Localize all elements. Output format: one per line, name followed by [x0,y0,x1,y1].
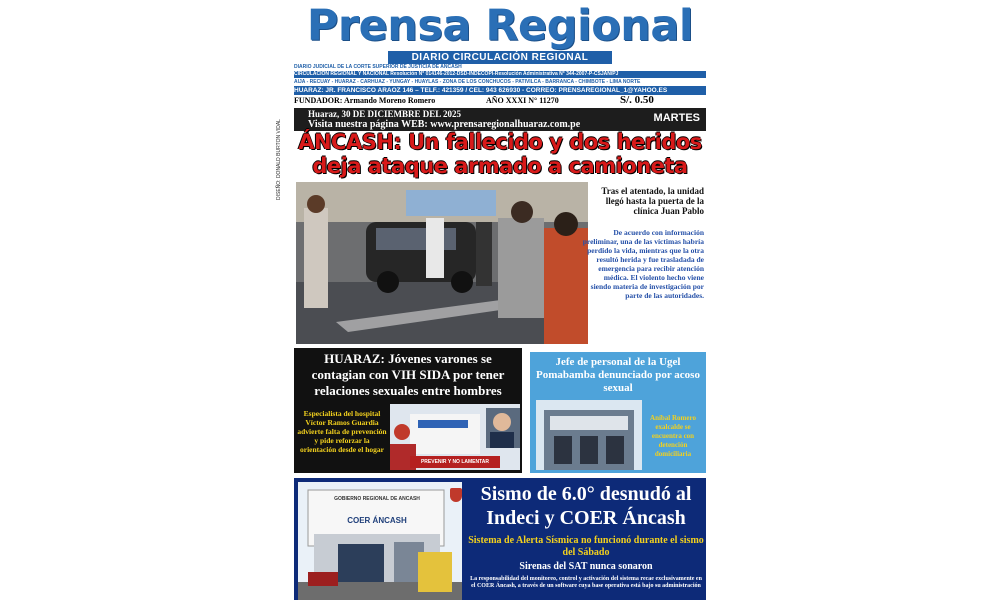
masthead-subtitle: DIARIO CIRCULACIÓN REGIONAL [388,51,612,64]
price: S/. 0.50 [620,94,654,106]
sismo-story-sub2: Sirenas del SAT nunca sonaron [519,561,653,572]
main-headline [294,130,706,178]
founder: FUNDADOR: Armando Moreno Romero [294,96,436,105]
ugel-story-photo [536,400,642,470]
sismo-story-photo [298,482,462,600]
sismo-story-sub: Sistema de Alerta Sísmica no funcionó durante el sismo del Sábado [468,535,704,558]
ugel-story-box [530,352,706,473]
main-headline-line-2: deja ataque armado a camioneta [312,154,688,178]
masthead-contact-line: HUARAZ: JR. FRANCISCO ARAOZ 146 – TELF.: 421359 / CEL: 943 626930 - CORREO: PRENSAREGIONAL_1@YAHOO.ES [294,86,706,95]
founder-row [294,96,706,107]
ugel-story-sub: Aníbal Romero exalcalde se encuentra con detención domiciliaria [650,414,696,458]
website-link[interactable]: Visita nuestra página WEB: www.prensaregionalhuaraz.com.pe [308,119,581,130]
masthead-line-1: DIARIO JUDICIAL DE LA CORTE SUPERIOR DE JUSTICIA DE ANCASH [294,64,462,70]
sismo-story-box [294,478,706,600]
weekday: MARTES [653,112,700,124]
masthead-line-2: CIRCULACIÓN REGIONAL Y NACIONAL Resolución N° 014146-2012-DSD-INDECOPI-Resolución Administrativa N° 344-2007-P-CSJAN/PJ [294,71,706,78]
main-story-photo [296,182,588,344]
vih-story-box [294,348,522,473]
vih-story-title: HUARAZ: Jóvenes varones se contagian con VIH SIDA por tener relaciones sexuales entre hombres [311,351,505,398]
sismo-story-body: La responsabilidad del monitoreo, control y activación del sistema recae exclusivamente en el COER Áncash, a través de un software cuya base operativa está bajo su administración [470,576,702,589]
main-headline-line-1: ÁNCASH: Un fallecido y dos heridos [298,130,702,154]
design-credit: DISEÑO: DONALD BURTON VIDAL [276,119,282,200]
main-story-side-text [582,186,704,300]
issue-date: Huaraz, 30 DE DICIEMBRE DEL 2025 [308,109,462,119]
coat-of-arms-icon [450,488,462,502]
date-bar [294,108,706,131]
sismo-story-title: Sismo de 6.0° desnudó al Indeci y COER Áncash [480,483,692,529]
ugel-story-title: Jefe de personal de la Ugel Pomabamba denunciado por acoso sexual [536,356,700,394]
sign-line-2: COER ÁNCASH [347,516,407,525]
masthead-line-3: AIJA - RECUAY - HUARAZ - CARHUAZ - YUNGAY - HUAYLAS - ZONA DE LOS CONCHUCOS - PATIVILCA - BARRANCA - CHIMBOTE - LIMA NORTE [294,79,641,85]
vih-story-sub: Especialista del hospital Víctor Ramos Guardia advierte falta de prevención y pide reforzar la orientación desde el hogar [297,409,387,454]
newspaper-front-page [276,0,710,600]
masthead-title: Prensa Regional [306,1,694,51]
issue-number: AÑO XXXI N° 11270 [486,96,559,105]
vih-photo-banner: PREVENIR Y NO LAMENTAR [420,459,490,465]
vih-story-photo [390,404,520,470]
main-story-body: De acuerdo con información preliminar, una de las víctimas habría perdido la vida, mientras que la otra resultó herida y fue trasladada de emergencia para recibir atención médica. El violento hecho viene siendo materia de investigación por parte de las autoridades. [582,228,704,300]
main-story-lead: Tras el atentado, la unidad llegó hasta la puerta de la clínica Juan Pablo [601,186,704,216]
sign-line-1: GOBIERNO REGIONAL DE ANCASH [334,496,420,502]
